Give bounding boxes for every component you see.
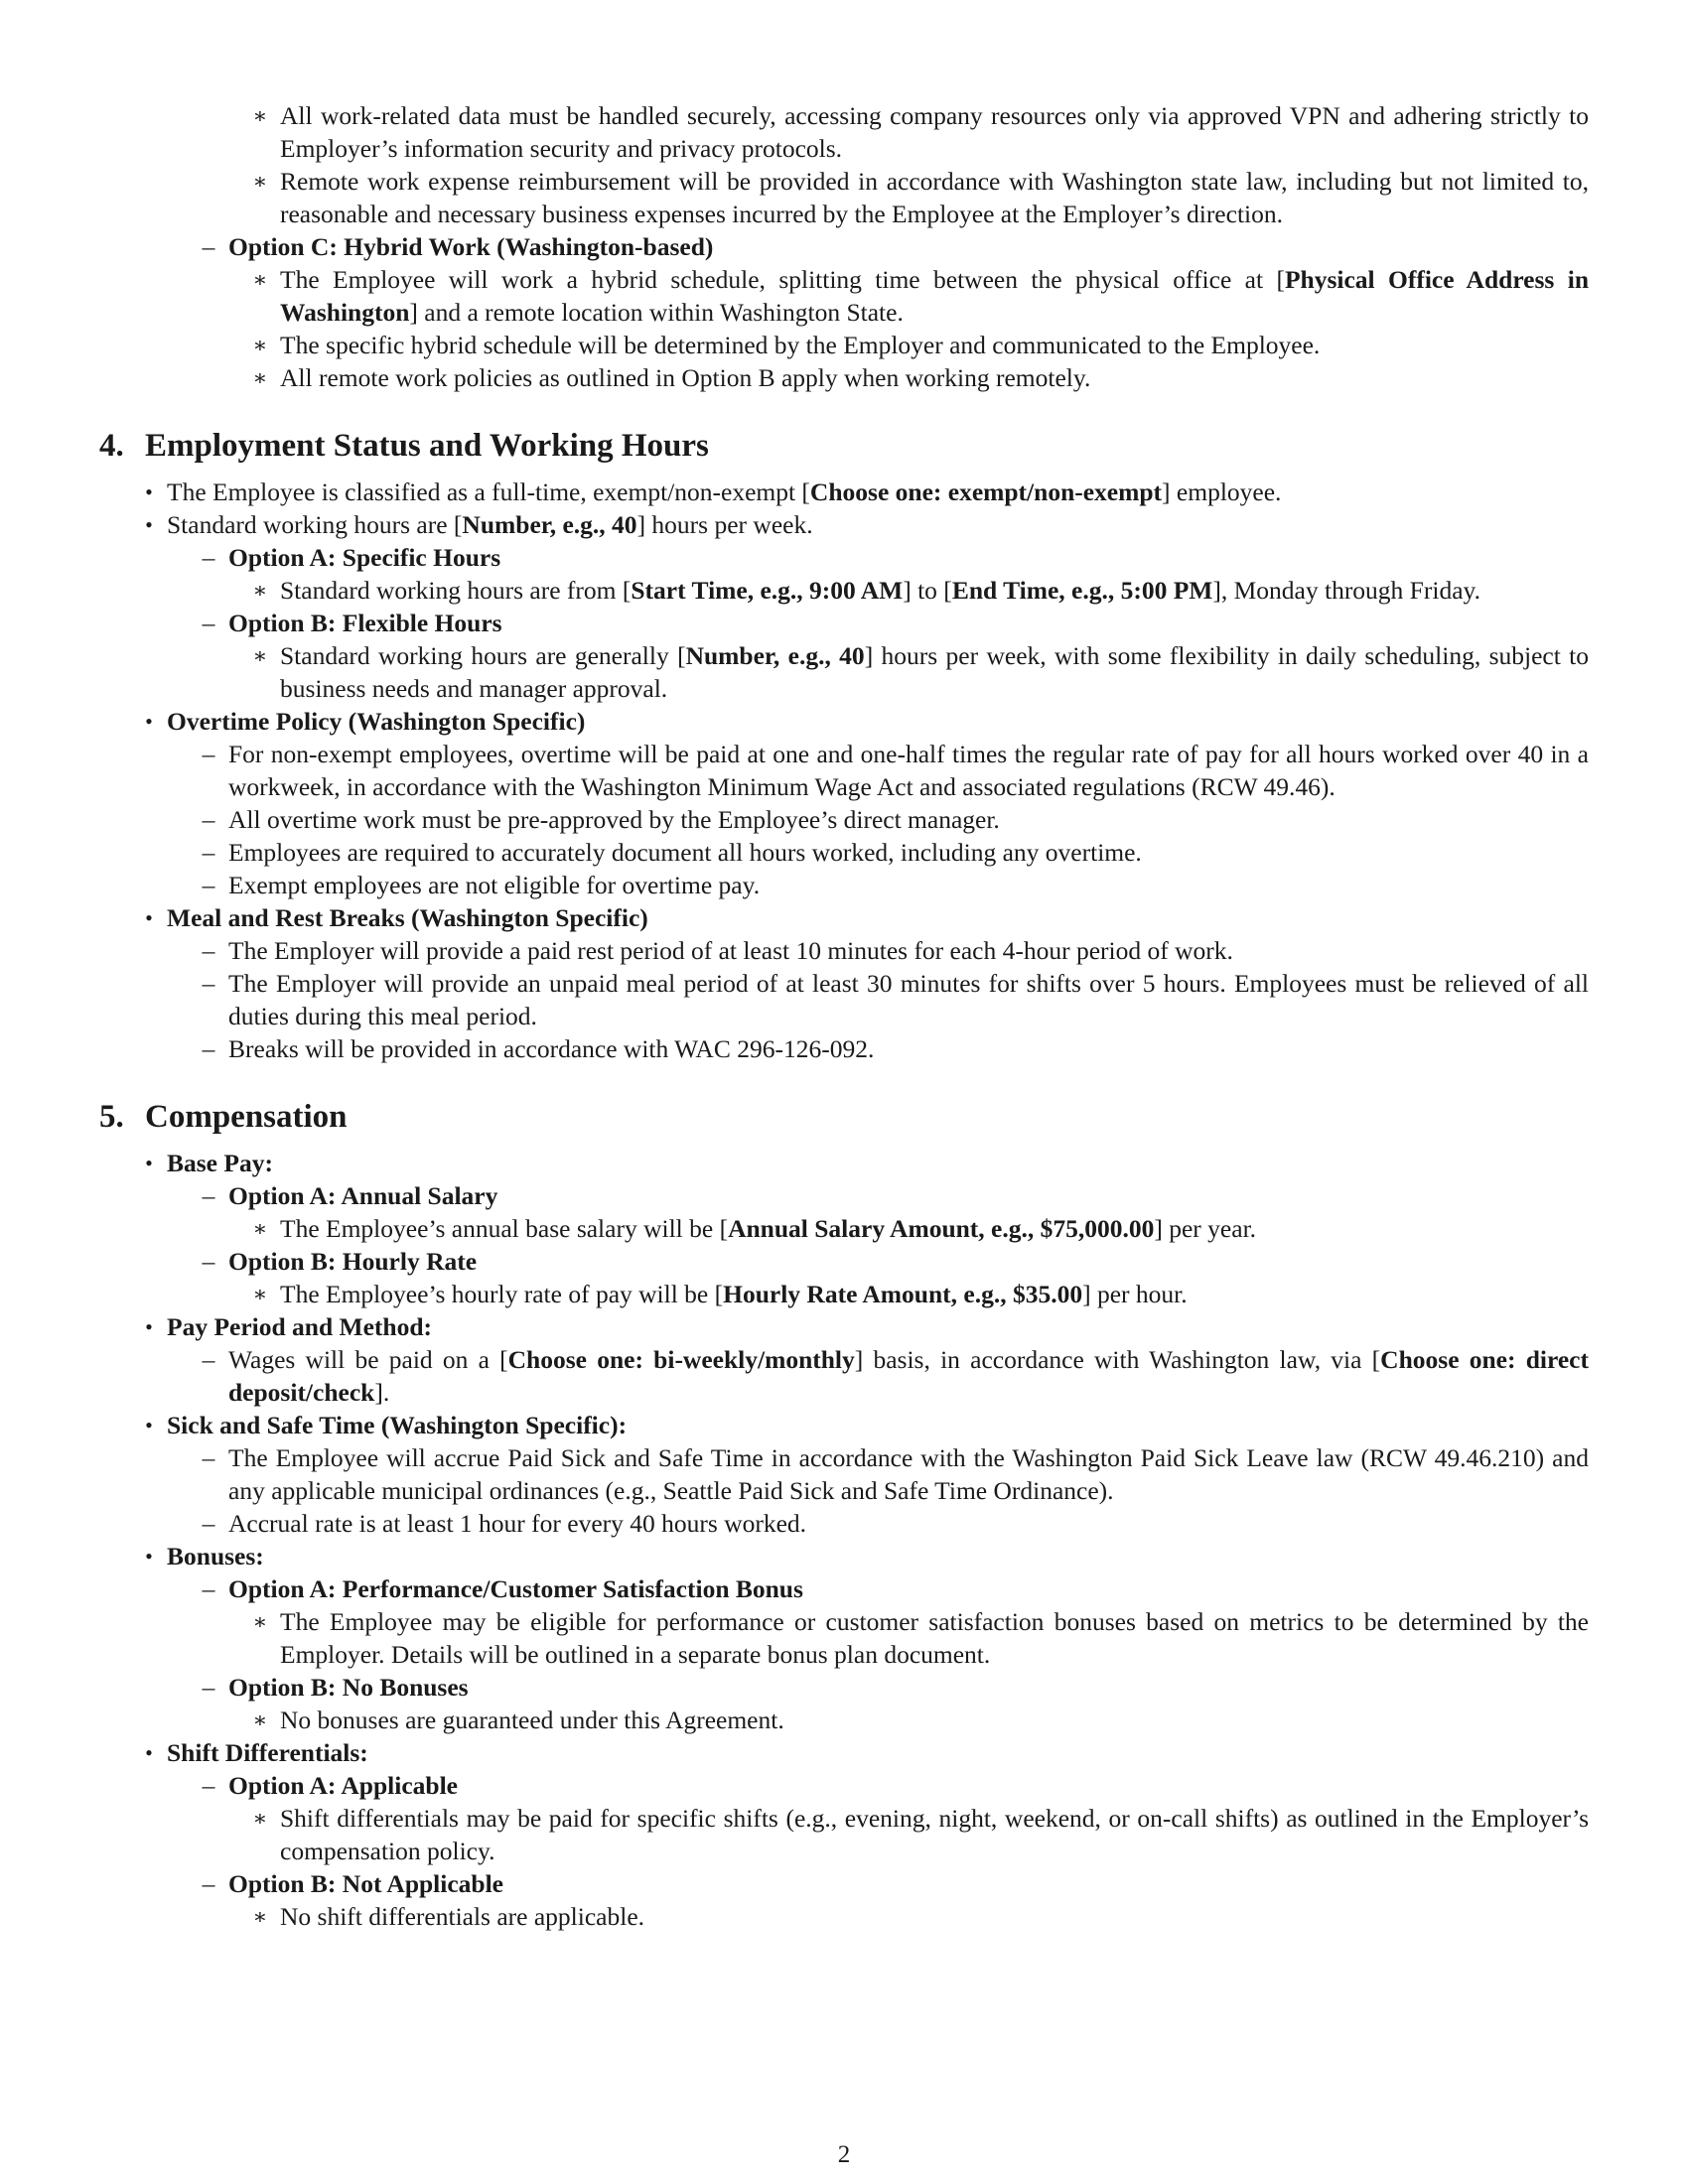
bullet-icon: • [145, 1314, 153, 1339]
list-item: ∗ Remote work expense reimbursement will be provided in accordance with Washington state law, including but not limited to, reasonable and necessary business expenses incurred by the Employee at the Employer’s direction. [99, 165, 1589, 230]
list-item: ∗ The Employee may be eligible for performance or customer satisfaction bonuses based on metrics to be determined by the Employer. Details will be outlined in a separate bonus plan document. [99, 1605, 1589, 1671]
list-item: – Accrual rate is at least 1 hour for every 40 hours worked. [99, 1507, 1589, 1540]
dash-bullet-icon: – [202, 1181, 215, 1210]
dash-bullet-icon: – [202, 969, 215, 998]
list-item: – All overtime work must be pre-approved by the Employee’s direct manager. [99, 803, 1589, 836]
option-heading: – Option B: Hourly Rate [99, 1245, 1589, 1278]
dash-bullet-icon: – [202, 1034, 215, 1063]
list-item: – Wages will be paid on a [Choose one: bi-weekly/monthly] basis, in accordance with Washington law, via [Choose one: direct deposit/check]. [99, 1343, 1589, 1409]
dash-bullet-icon: – [202, 1443, 215, 1472]
star-bullet-icon: ∗ [252, 643, 268, 668]
bullet-icon: • [145, 709, 153, 734]
list-item: ∗ The Employee will work a hybrid schedule, splitting time between the physical office at [Physical Office Address in Washington] and a remote location within Washington State. [99, 263, 1589, 329]
option-heading: – Option A: Specific Hours [99, 541, 1589, 574]
dash-bullet-icon: – [202, 1574, 215, 1603]
dash-bullet-icon: – [202, 871, 215, 899]
list-item: ∗ Shift differentials may be paid for specific shifts (e.g., evening, night, weekend, or on-call shifts) as outlined in the Employer’s compensation policy. [99, 1802, 1589, 1867]
list-item: ∗ All work-related data must be handled securely, accessing company resources only via approved VPN and adhering strictly to Employer’s information security and privacy protocols. [99, 99, 1589, 165]
bullet-icon: • [145, 1740, 153, 1765]
list-item: ∗ Standard working hours are from [Start Time, e.g., 9:00 AM] to [End Time, e.g., 5:00 PM], Monday through Friday. [99, 574, 1589, 607]
list-item: ∗ All remote work policies as outlined in Option B apply when working remotely. [99, 361, 1589, 394]
option-heading: – Option B: Not Applicable [99, 1867, 1589, 1900]
star-bullet-icon: ∗ [252, 1707, 268, 1732]
list-item: – For non-exempt employees, overtime will be paid at one and one-half times the regular rate of pay for all hours worked over 40 in a workweek, in accordance with the Washington Minimum Wage Act and associated regulations (RCW 49.46). [99, 738, 1589, 803]
star-bullet-icon: ∗ [252, 365, 268, 390]
dash-bullet-icon: – [202, 232, 215, 261]
option-heading: – Option C: Hybrid Work (Washington-based) [99, 230, 1589, 263]
document-page [99, 99, 1589, 1933]
dash-bullet-icon: – [202, 1247, 215, 1276]
dash-bullet-icon: – [202, 1673, 215, 1702]
option-heading: – Option A: Annual Salary [99, 1179, 1589, 1212]
section-5-heading: 5. Compensation [99, 1099, 348, 1135]
list-item: – The Employee will accrue Paid Sick and Safe Time in accordance with the Washington Paid Sick Leave law (RCW 49.46.210) and any applicable municipal ordinances (e.g., Seattle Paid Sick and Safe Time Ordinance). [99, 1441, 1589, 1507]
star-bullet-icon: ∗ [252, 1216, 268, 1241]
list-item: ∗ No shift differentials are applicable. [99, 1900, 1589, 1933]
bullet-icon: • [145, 512, 153, 537]
star-bullet-icon: ∗ [252, 1904, 268, 1929]
subsection-heading: • Meal and Rest Breaks (Washington Specific) [99, 901, 1589, 934]
list-item: • Standard working hours are [Number, e.g., 40] hours per week. [99, 508, 1589, 541]
list-item: • The Employee is classified as a full-time, exempt/non-exempt [Choose one: exempt/non-exempt] employee. [99, 476, 1589, 508]
star-bullet-icon: ∗ [252, 1609, 268, 1634]
subsection-heading: • Pay Period and Method: [99, 1310, 1589, 1343]
page-number: 2 [837, 2141, 851, 2168]
star-bullet-icon: ∗ [252, 1806, 268, 1831]
dash-bullet-icon: – [202, 838, 215, 867]
option-heading: – Option A: Applicable [99, 1769, 1589, 1802]
star-bullet-icon: ∗ [252, 333, 268, 357]
list-item: ∗ Standard working hours are generally [Number, e.g., 40] hours per week, with some flexibility in daily scheduling, subject to business needs and manager approval. [99, 639, 1589, 705]
star-bullet-icon: ∗ [252, 1282, 268, 1306]
dash-bullet-icon: – [202, 936, 215, 965]
option-heading: – Option B: No Bonuses [99, 1671, 1589, 1704]
dash-bullet-icon: – [202, 543, 215, 572]
star-bullet-icon: ∗ [252, 578, 268, 603]
subsection-heading: • Shift Differentials: [99, 1736, 1589, 1769]
bullet-icon: • [145, 1413, 153, 1437]
list-item: ∗ The Employee’s hourly rate of pay will be [Hourly Rate Amount, e.g., $35.00] per hour. [99, 1278, 1589, 1310]
list-item: – Exempt employees are not eligible for overtime pay. [99, 869, 1589, 901]
subsection-heading: • Bonuses: [99, 1540, 1589, 1572]
star-bullet-icon: ∗ [252, 103, 268, 128]
subsection-heading: • Sick and Safe Time (Washington Specific): [99, 1409, 1589, 1441]
list-item: ∗ No bonuses are guaranteed under this Agreement. [99, 1704, 1589, 1736]
dash-bullet-icon: – [202, 1345, 215, 1374]
dash-bullet-icon: – [202, 1509, 215, 1538]
star-bullet-icon: ∗ [252, 267, 268, 292]
list-item: ∗ The Employee’s annual base salary will be [Annual Salary Amount, e.g., $75,000.00] per year. [99, 1212, 1589, 1245]
list-item: ∗ The specific hybrid schedule will be determined by the Employer and communicated to the Employee. [99, 329, 1589, 361]
list-item: – The Employer will provide an unpaid meal period of at least 30 minutes for shifts over 5 hours. Employees must be relieved of all duties during this meal period. [99, 967, 1589, 1032]
list-item: – Breaks will be provided in accordance with WAC 296-126-092. [99, 1032, 1589, 1065]
option-heading: – Option A: Performance/Customer Satisfaction Bonus [99, 1572, 1589, 1605]
subsection-heading: • Overtime Policy (Washington Specific) [99, 705, 1589, 738]
bullet-icon: • [145, 905, 153, 930]
dash-bullet-icon: – [202, 805, 215, 834]
dash-bullet-icon: – [202, 740, 215, 768]
list-item: – Employees are required to accurately document all hours worked, including any overtime. [99, 836, 1589, 869]
subsection-heading: • Base Pay: [99, 1147, 1589, 1179]
star-bullet-icon: ∗ [252, 169, 268, 194]
bullet-icon: • [145, 1544, 153, 1569]
bullet-icon: • [145, 479, 153, 504]
dash-bullet-icon: – [202, 1869, 215, 1898]
list-item: – The Employer will provide a paid rest period of at least 10 minutes for each 4-hour period of work. [99, 934, 1589, 967]
option-heading: – Option B: Flexible Hours [99, 607, 1589, 639]
bullet-icon: • [145, 1151, 153, 1175]
section-4-heading: 4. Employment Status and Working Hours [99, 428, 709, 464]
dash-bullet-icon: – [202, 1771, 215, 1800]
dash-bullet-icon: – [202, 609, 215, 637]
